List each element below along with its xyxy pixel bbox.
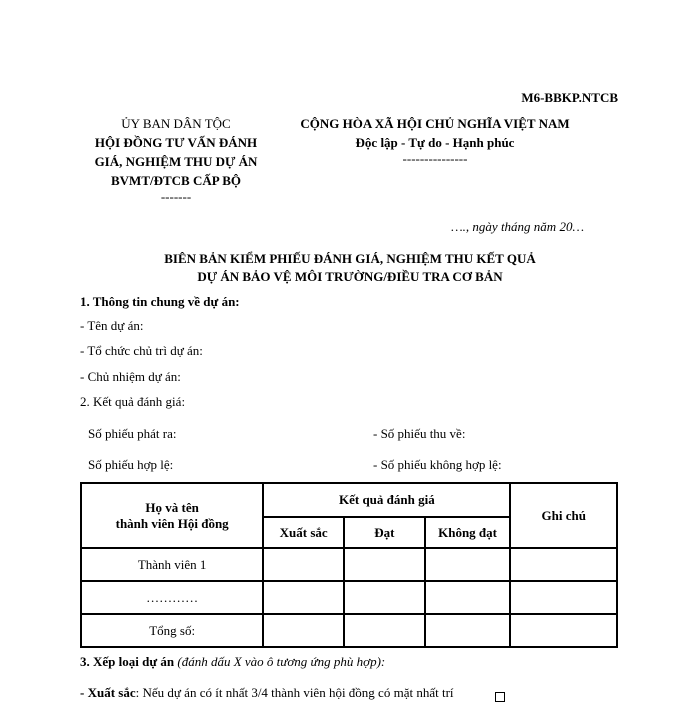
ballots-invalid: - Số phiếu không hợp lệ:	[373, 457, 502, 472]
member-name-header	[81, 483, 263, 548]
project-name-field: - Tên dự án:	[80, 318, 144, 333]
agency-divider: -------	[160, 189, 192, 204]
note-header: Ghi chú	[510, 483, 617, 548]
title-line2: DỰ ÁN BẢO VỆ MÔI TRƯỜNG/ĐIỀU TRA CƠ BẢN	[197, 269, 503, 284]
member-name-cell: Thành viên 1	[81, 548, 263, 581]
total-label-cell: Tổng số:	[81, 614, 263, 647]
council-name-line1: HỘI ĐỒNG TƯ VẤN ĐÁNH	[94, 135, 258, 150]
title-line1: BIÊN BẢN KIỂM PHIẾU ĐÁNH GIÁ, NGHIỆM THU KẾT QUẢ	[164, 251, 536, 266]
national-name: CỘNG HÒA XÃ HỘI CHỦ NGHĨA VIỆT NAM	[300, 116, 570, 131]
date-line: …., ngày tháng năm 20…	[451, 219, 584, 234]
excellent-cell[interactable]	[263, 548, 344, 581]
national-header	[276, 114, 594, 166]
pass-header: Đạt	[344, 517, 425, 548]
section1-heading: 1. Thông tin chung về dự án:	[80, 294, 240, 309]
excellent-criteria-line	[80, 685, 454, 701]
evaluation-table	[80, 482, 618, 648]
national-divider: ---------------	[402, 151, 468, 166]
pass-cell[interactable]	[344, 548, 425, 581]
national-motto: Độc lập - Tự do - Hạnh phúc	[355, 135, 515, 150]
form-code: M6-BBKP.NTCB	[521, 90, 618, 105]
project-lead-field: - Chủ nhiệm dự án:	[80, 369, 181, 384]
agency-header	[80, 114, 272, 204]
section3-heading: 3. Xếp loại dự án	[80, 654, 175, 669]
agency-name: ỦY BAN DÂN TỘC	[121, 116, 231, 131]
fail-header: Không đạt	[425, 517, 511, 548]
excellent-cell[interactable]	[263, 581, 344, 614]
excellent-total-cell[interactable]	[263, 614, 344, 647]
excellent-label: - Xuất sắc	[80, 685, 136, 700]
document-title	[80, 250, 620, 286]
note-cell[interactable]	[510, 548, 617, 581]
excellent-criteria-text: : Nếu dự án có ít nhất 3/4 thành viên hội đồng có mặt nhất trí	[135, 685, 454, 700]
host-org-field: - Tổ chức chủ trì dự án:	[80, 343, 203, 358]
pass-cell[interactable]	[344, 581, 425, 614]
council-name-line3: BVMT/ĐTCB CẤP BỘ	[110, 173, 241, 188]
fail-cell[interactable]	[425, 581, 511, 614]
council-name-line2: GIÁ, NGHIỆM THU DỰ ÁN	[94, 154, 258, 169]
excellent-header: Xuất sắc	[263, 517, 344, 548]
result-header: Kết quả đánh giá	[263, 483, 510, 517]
member-name-cell: …………	[81, 581, 263, 614]
note-total-cell[interactable]	[510, 614, 617, 647]
note-cell[interactable]	[510, 581, 617, 614]
ballots-valid: Số phiếu hợp lệ:	[88, 457, 174, 472]
section3-line	[80, 654, 385, 670]
fail-cell[interactable]	[425, 548, 511, 581]
table-row	[81, 614, 617, 647]
fail-total-cell[interactable]	[425, 614, 511, 647]
ballots-returned: - Số phiếu thu về:	[373, 426, 466, 441]
pass-total-cell[interactable]	[344, 614, 425, 647]
excellent-checkbox[interactable]	[495, 688, 505, 706]
member-name-header-line1: Họ và tên	[145, 499, 199, 515]
table-row	[81, 548, 617, 581]
section3-instruction: (đánh dấu X vào ô tương ứng phù hợp):	[174, 654, 386, 669]
table-row	[81, 581, 617, 614]
section2-heading: 2. Kết quả đánh giá:	[80, 394, 186, 409]
member-name-header-line2: thành viên Hội đồng	[115, 515, 229, 531]
ballots-issued: Số phiếu phát ra:	[88, 426, 177, 441]
